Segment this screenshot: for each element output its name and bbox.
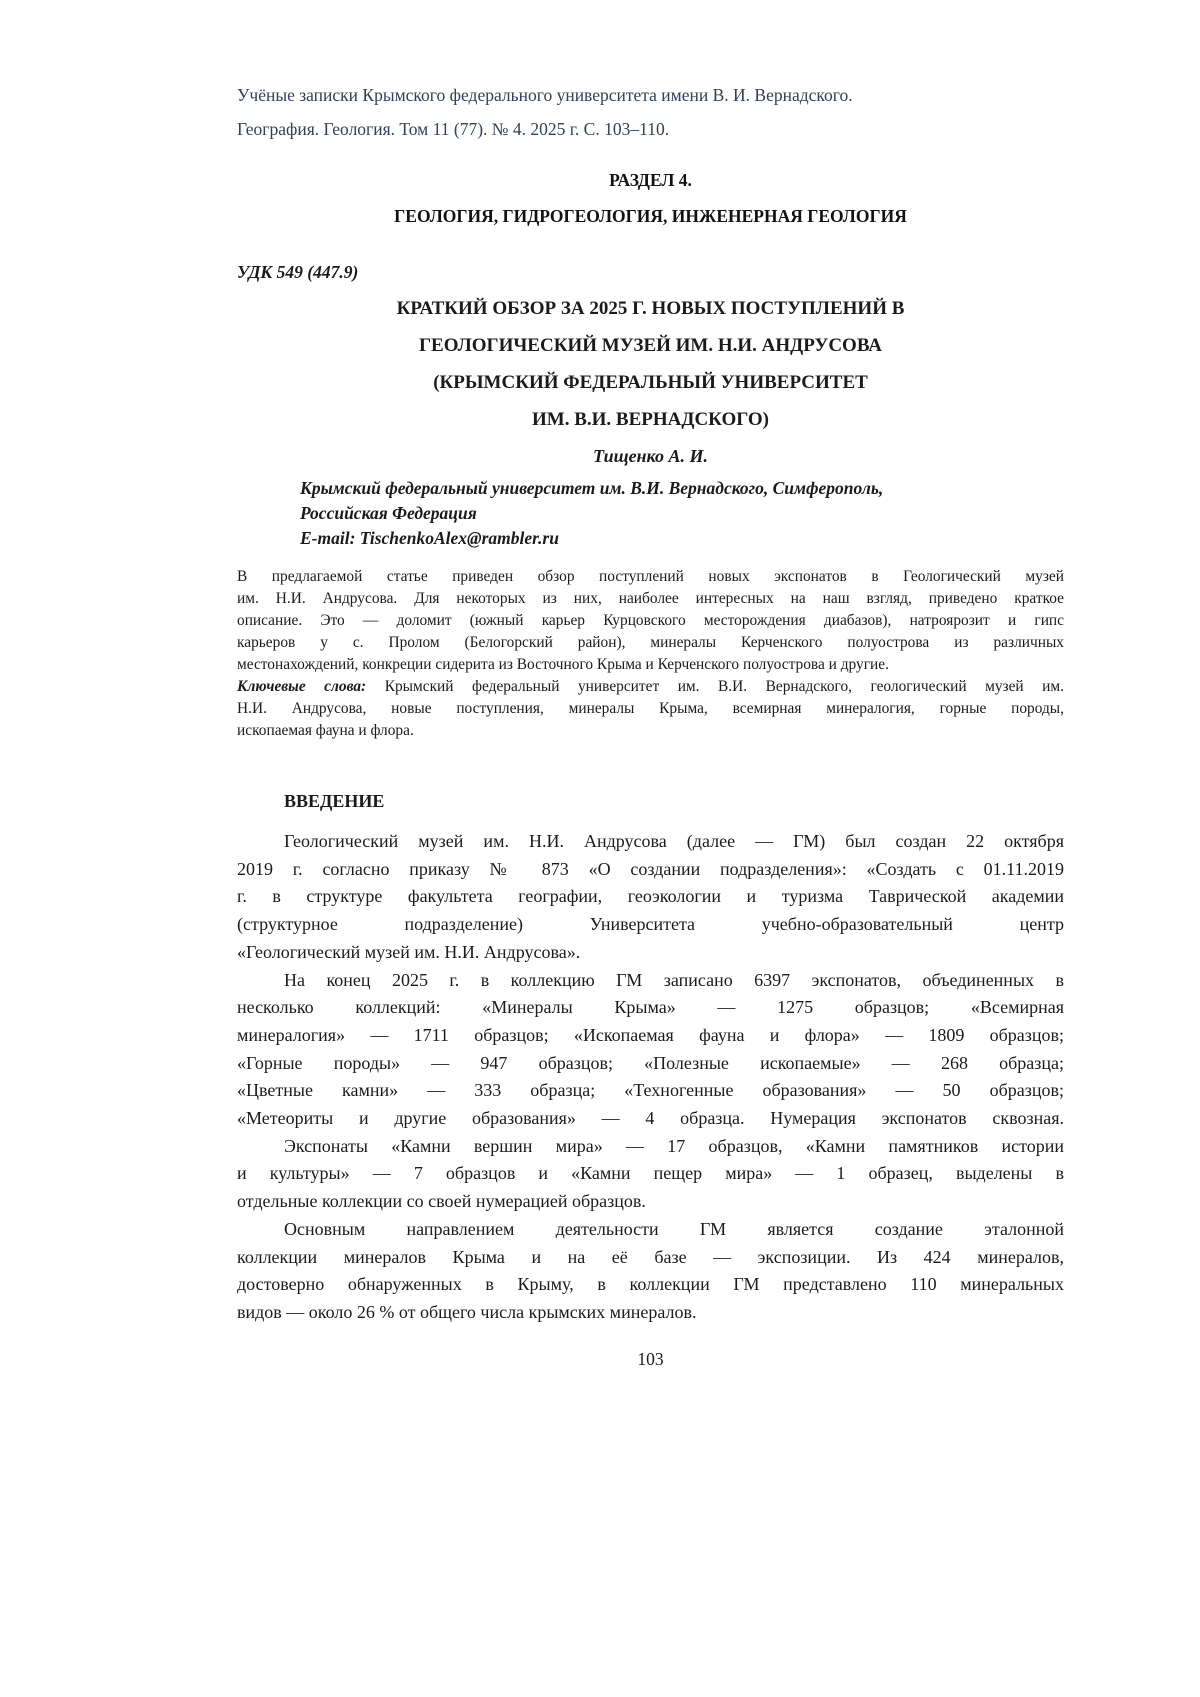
body-text-line: видов — около 26 % от общего числа крымских минералов.	[237, 1301, 697, 1322]
abstract-line: местонахождений, конкреции сидерита из Восточного Крыма и Керченского полуострова и другие.	[237, 656, 889, 673]
keywords-label: Ключевые слова:	[237, 678, 367, 695]
body-text-line: «Горные породы» — 947 образцов; «Полезные ископаемые» — 268 образца;	[237, 1052, 1064, 1073]
keywords-line	[237, 676, 1064, 698]
keywords-line: Н.И. Андрусова, новые поступления, минералы Крыма, всемирная минералогия, горные породы,	[237, 700, 1064, 717]
section-name: ГЕОЛОГИЯ, ГИДРОГЕОЛОГИЯ, ИНЖЕНЕРНАЯ ГЕОЛОГИЯ	[394, 206, 907, 226]
author-name: Тищенко А. И.	[593, 446, 708, 466]
udc-code: УДК 549 (447.9)	[237, 262, 359, 282]
article-title-line-3: (КРЫМСКИЙ ФЕДЕРАЛЬНЫЙ УНИВЕРСИТЕТ	[433, 372, 868, 393]
article-title-line-2: ГЕОЛОГИЧЕСКИЙ МУЗЕЙ ИМ. Н.И. АНДРУСОВА	[418, 335, 883, 356]
body-text-line: Геологический музей им. Н.И. Андрусова (далее — ГМ) был создан 22 октября	[284, 831, 1064, 851]
introduction-body	[237, 828, 1064, 1327]
page-number: 103	[637, 1348, 664, 1369]
body-text-line: достоверно обнаруженных в Крыму, в коллекции ГМ представлено 110 минеральных	[237, 1274, 1064, 1295]
affiliation-line-2: Российская Федерация	[300, 503, 477, 523]
article-title-line-4: ИМ. В.И. ВЕРНАДСКОГО)	[532, 409, 769, 430]
keywords-line: ископаемая фауна и флора.	[237, 722, 414, 739]
body-text-line: (структурное подразделение) Университета учебно-образовательный центр	[237, 914, 1064, 935]
section-heading	[237, 162, 1064, 234]
abstract-line: карьеров у с. Пролом (Белогорский район), минералы Керченского полуострова из различных	[237, 634, 1064, 651]
abstract-line: им. Н.И. Андрусова. Для некоторых из них, наиболее интересных на наш взгляд, приведено краткое	[237, 590, 1064, 607]
body-text-line: минералогия» — 1711 образцов; «Ископаемая фауна и флора» — 1809 образцов;	[237, 1024, 1064, 1045]
body-text-line: коллекции минералов Крыма и на её базе — экспозиции. Из 424 минералов,	[237, 1246, 1064, 1267]
keywords-text: Крымский федеральный университет им. В.И. Вернадского, геологический музей им.	[384, 678, 1064, 695]
text-column	[237, 0, 1064, 1369]
body-text-line: «Цветные камни» — 333 образца; «Техногенные образования» — 50 образцов;	[237, 1080, 1064, 1101]
article-title	[237, 290, 1064, 438]
body-text-line: Экспонаты «Камни вершин мира» — 17 образцов, «Камни памятников истории	[284, 1135, 1064, 1156]
journal-header-line-1: Учёные записки Крымского федерального университета имени В. И. Вернадского.	[237, 85, 853, 105]
body-text-line: отдельные коллекции со своей нумерацией образцов.	[237, 1191, 646, 1212]
email-line: E-mail: TischenkoAlex@rambler.ru	[300, 528, 559, 548]
body-text-line: г. в структуре факультета географии, геоэкологии и туризма Таврической академии	[237, 886, 1064, 907]
body-text-line: несколько коллекций: «Минералы Крыма» — 1275 образцов; «Всемирная	[237, 997, 1064, 1018]
body-text-line: На конец 2025 г. в коллекцию ГМ записано 6397 экспонатов, объединенных в	[284, 969, 1064, 990]
abstract-line: описание. Это — доломит (южный карьер Курцовского месторождения диабазов), натроярозит и гипс	[237, 612, 1064, 629]
introduction-heading: ВВЕДЕНИЕ	[284, 791, 385, 811]
body-text-line: «Геологический музей им. Н.И. Андрусова».	[237, 941, 581, 962]
article-title-line-1: КРАТКИЙ ОБЗОР ЗА 2025 Г. НОВЫХ ПОСТУПЛЕНИЙ В	[396, 298, 905, 319]
journal-header-line-2: География. Геология. Том 11 (77). № 4. 2025 г. С. 103–110.	[237, 119, 670, 139]
affiliation-block	[300, 476, 1064, 551]
abstract-block	[237, 566, 1064, 742]
section-number: РАЗДЕЛ 4.	[609, 170, 692, 190]
body-text-line: «Метеориты и другие образования» — 4 образца. Нумерация экспонатов сквозная.	[237, 1108, 1064, 1129]
abstract-line: В предлагаемой статье приведен обзор поступлений новых экспонатов в Геологический музей	[237, 568, 1064, 585]
body-text-line: 2019 г. согласно приказу № 873 «О создании подразделения»: «Создать с 01.11.2019	[237, 858, 1064, 879]
body-text-line: Основным направлением деятельности ГМ является создание эталонной	[284, 1218, 1064, 1239]
affiliation-line-1: Крымский федеральный университет им. В.И. Вернадского, Симферополь,	[300, 478, 884, 498]
journal-header	[237, 78, 1064, 146]
body-text-line: и культуры» — 7 образцов и «Камни пещер мира» — 1 образец, выделены в	[237, 1163, 1064, 1184]
